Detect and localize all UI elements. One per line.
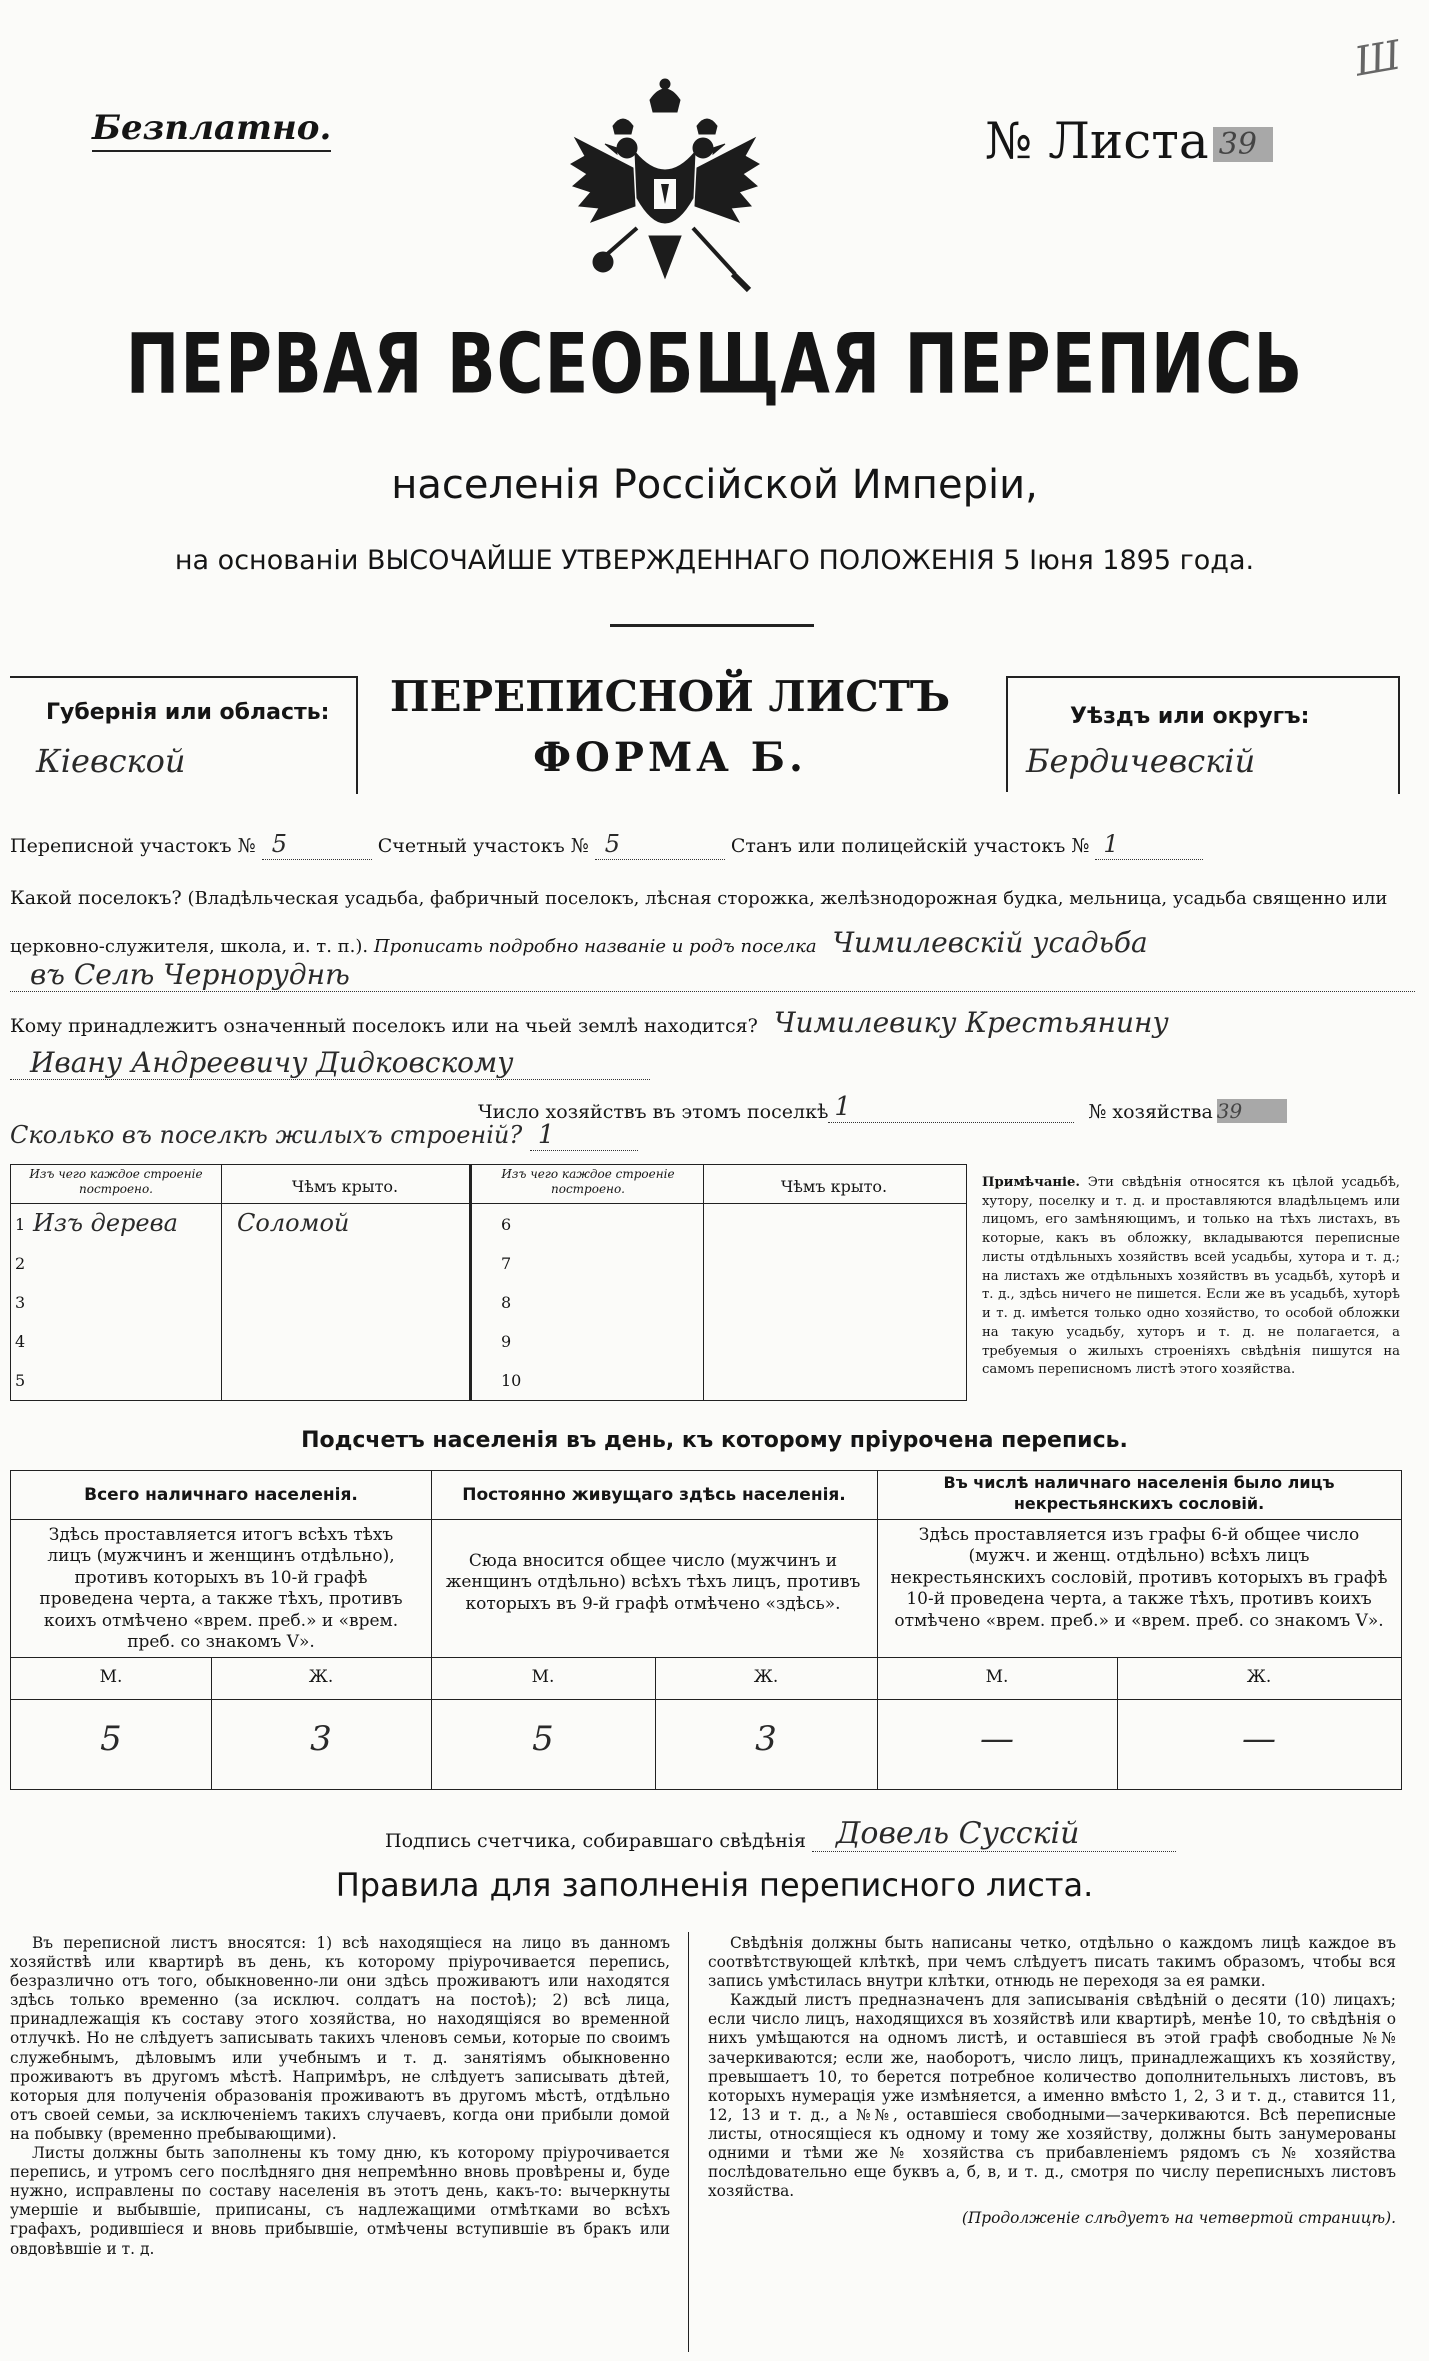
district-label: Переписной участокъ № — [10, 835, 256, 857]
table-row: 8 — [501, 1293, 512, 1312]
value-resident-m: 5 — [532, 1719, 554, 1759]
rules-continued: (Продолженіе слѣдуетъ на четвертой страницѣ). — [961, 2209, 1396, 2228]
zh-label: Ж. — [308, 1667, 334, 1687]
col-roof-header: Чѣмъ крыто. — [291, 1177, 399, 1196]
table-row: 3 — [15, 1293, 26, 1312]
population-heading: Подсчетъ населенія въ день, къ которому пріурочена перепись. — [301, 1428, 1128, 1453]
owner-label: Кому принадлежитъ означенный поселокъ или на чьей землѣ находится? — [10, 1015, 758, 1037]
table-row: 4 — [15, 1332, 26, 1351]
value-total-m: 5 — [100, 1719, 122, 1759]
owner-value-2: Ивану Андреевичу Дидковскому — [10, 1046, 650, 1080]
count-label: Счетный участокъ № — [377, 835, 589, 857]
settlement-value-2: въ Селѣ Черноруднѣ — [10, 958, 1415, 992]
rules-left — [10, 1934, 670, 2259]
table-row: 2 — [15, 1254, 26, 1273]
page-subtitle: населенія Россійской Имперіи, — [391, 462, 1038, 508]
col2-head: Постоянно живущаго здѣсь населенія. — [462, 1485, 846, 1505]
stan-label: Станъ или полицейскій участокъ № — [730, 835, 1090, 857]
value-total-zh: 3 — [310, 1719, 332, 1759]
m-label: М. — [531, 1667, 555, 1687]
col-roof-header-right: Чѣмъ крыто. — [780, 1177, 888, 1196]
divider — [610, 624, 814, 627]
zh-label: Ж. — [1246, 1667, 1272, 1687]
col1-head: Всего наличнаго населенія. — [84, 1485, 358, 1505]
table-row: 9 — [501, 1332, 512, 1351]
free-label: Безплатно. — [92, 108, 331, 152]
signature-value: Довель Сусскій — [812, 1816, 1176, 1852]
households-label: Число хозяйствъ въ этомъ поселкѣ — [478, 1101, 829, 1123]
households-value: 1 — [828, 1092, 1074, 1123]
double-headed-eagle-emblem — [565, 78, 765, 318]
col-material-header-right: Изъ чего каждое строеніе построено. — [501, 1167, 675, 1196]
rules-right-p2: Каждый листъ предназначенъ для записыванія свѣдѣній о десяти (10) лицахъ; если число лицъ, находящихся въ хозяйствѣ или квартирѣ, менѣе 10, то свѣдѣнія о нихъ умѣщаются на одномъ листѣ, и оставшіеся въ этой графѣ свободные №№ зачеркиваются; если же, наоборотъ, число лицъ, принадлежащихъ къ хозяйству, превышаетъ 10, то берется потребное количество дополнительныхъ листовъ, въ которыхъ нумерація уже измѣняется, а именно вмѣсто 1, 2, 3 и т. д., ставится 11, 12, 13 и т. д., а №№, оставшіеся свободными—зачеркиваются. Всѣ переписные листы, относящіеся къ одному и тому же хозяйству, должны быть занумерованы одними и тѣми же № хозяйства съ прибавленіемъ рядомъ съ № хозяйства послѣдовательно еще буквъ а, б, в, и т. д., смотря по числу переписныхъ листовъ хозяйства. — [708, 1991, 1396, 2201]
col3-text: Здѣсь проставляется изъ графы 6-й общее число (мужч. и женщ. отдѣльно) всѣхъ лицъ некрестьянскихъ сословій, противъ которыхъ въ графѣ 10-й проведена черта, а также тѣхъ, противъ коихъ отмѣчено «врем. преб.» и «врем. преб. со знакомъ V». — [890, 1525, 1388, 1631]
settlement-value-1: Чимилевскій усадьба — [832, 926, 1148, 960]
page-title: ПЕРВАЯ ВСЕОБЩАЯ ПЕРЕПИСЬ — [125, 316, 1304, 414]
table-row: 1 Изъ дерева Соломой — [15, 1209, 350, 1237]
district-value: 5 — [262, 830, 372, 860]
table-row: 10 — [501, 1371, 522, 1390]
uezd-value: Бердичевскій — [1026, 742, 1256, 780]
buildings-value: 1 — [530, 1120, 638, 1151]
form-label: ФОРМА Б. — [533, 734, 807, 781]
note-head: Примѣчаніе. — [982, 1175, 1081, 1190]
margin-note: Ш — [1351, 32, 1405, 86]
zh-label: Ж. — [753, 1667, 779, 1687]
signature-label: Подпись счетчика, собиравшаго свѣдѣнія — [385, 1830, 806, 1852]
value-resident-zh: 3 — [755, 1719, 777, 1759]
rules-left-p1: Въ переписной листъ вносятся: 1) всѣ находящіеся на лицо въ данномъ хозяйствѣ или квартирѣ въ день, къ которому пріурочивается перепись, безразлично отъ того, обыкновенно-ли они здѣсь проживаютъ или находятся здѣсь только временно (за исключ. солдатъ на постоѣ); 2) всѣ лица, принадлежащія къ составу этого хозяйства, но находящіяся во временной отлучкѣ. Но не слѣдуетъ записывать такихъ членовъ семьи, которые по своимъ служебнымъ, дѣловымъ или учебнымъ и т. д. занятіямъ обыкновенно проживаютъ въ другомъ мѣстѣ. Напримѣръ, не слѣдуетъ записывать дѣтей, которыя для полученія образованія проживаютъ въ другомъ мѣстѣ, отдѣльно отъ своей семьи, за исключеніемъ такихъ случаевъ, когда они прибыли домой на побывку (временно пребывающими). — [10, 1934, 670, 2143]
note-text: Эти свѣдѣнія относятся къ цѣлой усадьбѣ, хутору, поселку и т. д. и проставляются владѣльцемъ или лицомъ, его замѣняющимъ, и только на тѣхъ листахъ, въ которые, какъ въ обложку, вкладываются переписные листы отдѣльныхъ хозяйствъ всей усадьбы, хутора и т. д.; на листахъ же отдѣльныхъ хозяйствъ въ усадьбѣ, хуторѣ и т. д., здѣсь ничего не пишется. Если же въ усадьбѣ, хуторѣ и т. д. имѣется только одно хозяйство, то особой обложки на такую усадьбу, хуторъ и т. д. не полагается, а требуемыя о жилыхъ строеніяхъ свѣдѣнія пишутся на самомъ переписномъ листѣ этого хозяйства. — [982, 1175, 1400, 1378]
col2-text: Сюда вносится общее число (мужчинъ и женщинъ отдѣльно) всѣхъ тѣхъ лицъ, противъ которыхъ въ 9-й графѣ отмѣчено «здѣсь». — [445, 1551, 861, 1614]
owner-value-1: Чимилевику Крестьянину — [773, 1006, 1169, 1039]
population-table — [10, 1470, 1402, 1790]
stan-value: 1 — [1095, 830, 1203, 860]
gubernia-value: Кіевской — [36, 742, 186, 780]
col3-head: Въ числѣ наличнаго населенія было лицъ некрестьянскихъ сословій. — [943, 1473, 1335, 1513]
col-material-header: Изъ чего каждое строеніе построено. — [29, 1167, 203, 1196]
rules-title: Правила для заполненія переписного листа. — [335, 1866, 1094, 1904]
household-number-label: № хозяйства — [1088, 1101, 1213, 1123]
value-nonpeasant-zh: — — [1242, 1719, 1276, 1759]
m-label: М. — [985, 1667, 1009, 1687]
sheet-title: ПЕРЕПИСНОЙ ЛИСТЪ — [389, 672, 951, 721]
settlement-label: Какой поселокъ? — [10, 887, 182, 909]
buildings-table — [10, 1164, 967, 1401]
count-value: 5 — [595, 830, 725, 860]
rules-right-p1: Свѣдѣнія должны быть написаны четко, отдѣльно о каждомъ лицѣ каждое въ соотвѣтствующей клѣткѣ, при чемъ слѣдуетъ писать такимъ образомъ, чтобы вся запись умѣстилась внутри клѣтки, отнюдь не переходя за ея рамки. — [708, 1934, 1396, 1991]
sheet-number-label: № Листа — [985, 112, 1209, 170]
gubernia-box — [10, 676, 358, 794]
rules-right — [708, 1934, 1396, 2228]
legal-basis: на основаніи ВЫСОЧАЙШЕ УТВЕРЖДЕННАГО ПОЛОЖЕНІЯ 5 Іюня 1895 года. — [174, 545, 1255, 576]
sheet-number-value: 39 — [1213, 127, 1273, 162]
settlement-hint: (Владѣльческая усадьба, фабричный поселокъ, лѣсная сторожка, желѣзнодорожная будка, мельница, усадьба священно или церковно-служителя, школа, и. т. п.). — [10, 888, 1388, 958]
rules-left-p2: Листы должны быть заполнены къ тому дню, къ которому пріурочивается перепись, и утромъ сего послѣдняго дня непремѣнно вновь провѣрены и, буде нужно, исправлены по составу населенія въ этотъ день, какъ-то: вычеркнуты умершіе и выбывшіе, приписаны, съ надлежащими отмѣтками во всѣхъ графахъ, родившіеся и вновь прибывшіе, отмѣчены вступившіе въ бракъ или овдовѣвшіе и т. д. — [10, 2144, 670, 2258]
value-nonpeasant-m: — — [980, 1719, 1014, 1759]
gubernia-label: Губернія или область: — [46, 700, 330, 725]
m-label: М. — [99, 1667, 123, 1687]
table-row: 7 — [501, 1254, 512, 1273]
settlement-hint-italic: Прописать подробно названіе и родъ поселка — [373, 936, 817, 958]
buildings-label: Сколько въ поселкѣ жилыхъ строеній? — [10, 1121, 523, 1149]
table-row: 6 — [501, 1215, 512, 1234]
household-number-value: 39 — [1217, 1099, 1287, 1123]
uezd-label: Уѣздъ или округъ: — [1070, 704, 1310, 729]
table-row: 5 — [15, 1371, 26, 1390]
uezd-box — [1006, 676, 1400, 794]
note — [982, 1174, 1400, 1380]
col1-text: Здѣсь проставляется итогъ всѣхъ тѣхъ лицъ (мужчинъ и женщинъ отдѣльно), противъ которыхъ въ 10-й графѣ проведена черта, а также тѣхъ, противъ коихъ отмѣчено «врем. преб.» и «врем. преб. со знакомъ V». — [39, 1525, 403, 1653]
